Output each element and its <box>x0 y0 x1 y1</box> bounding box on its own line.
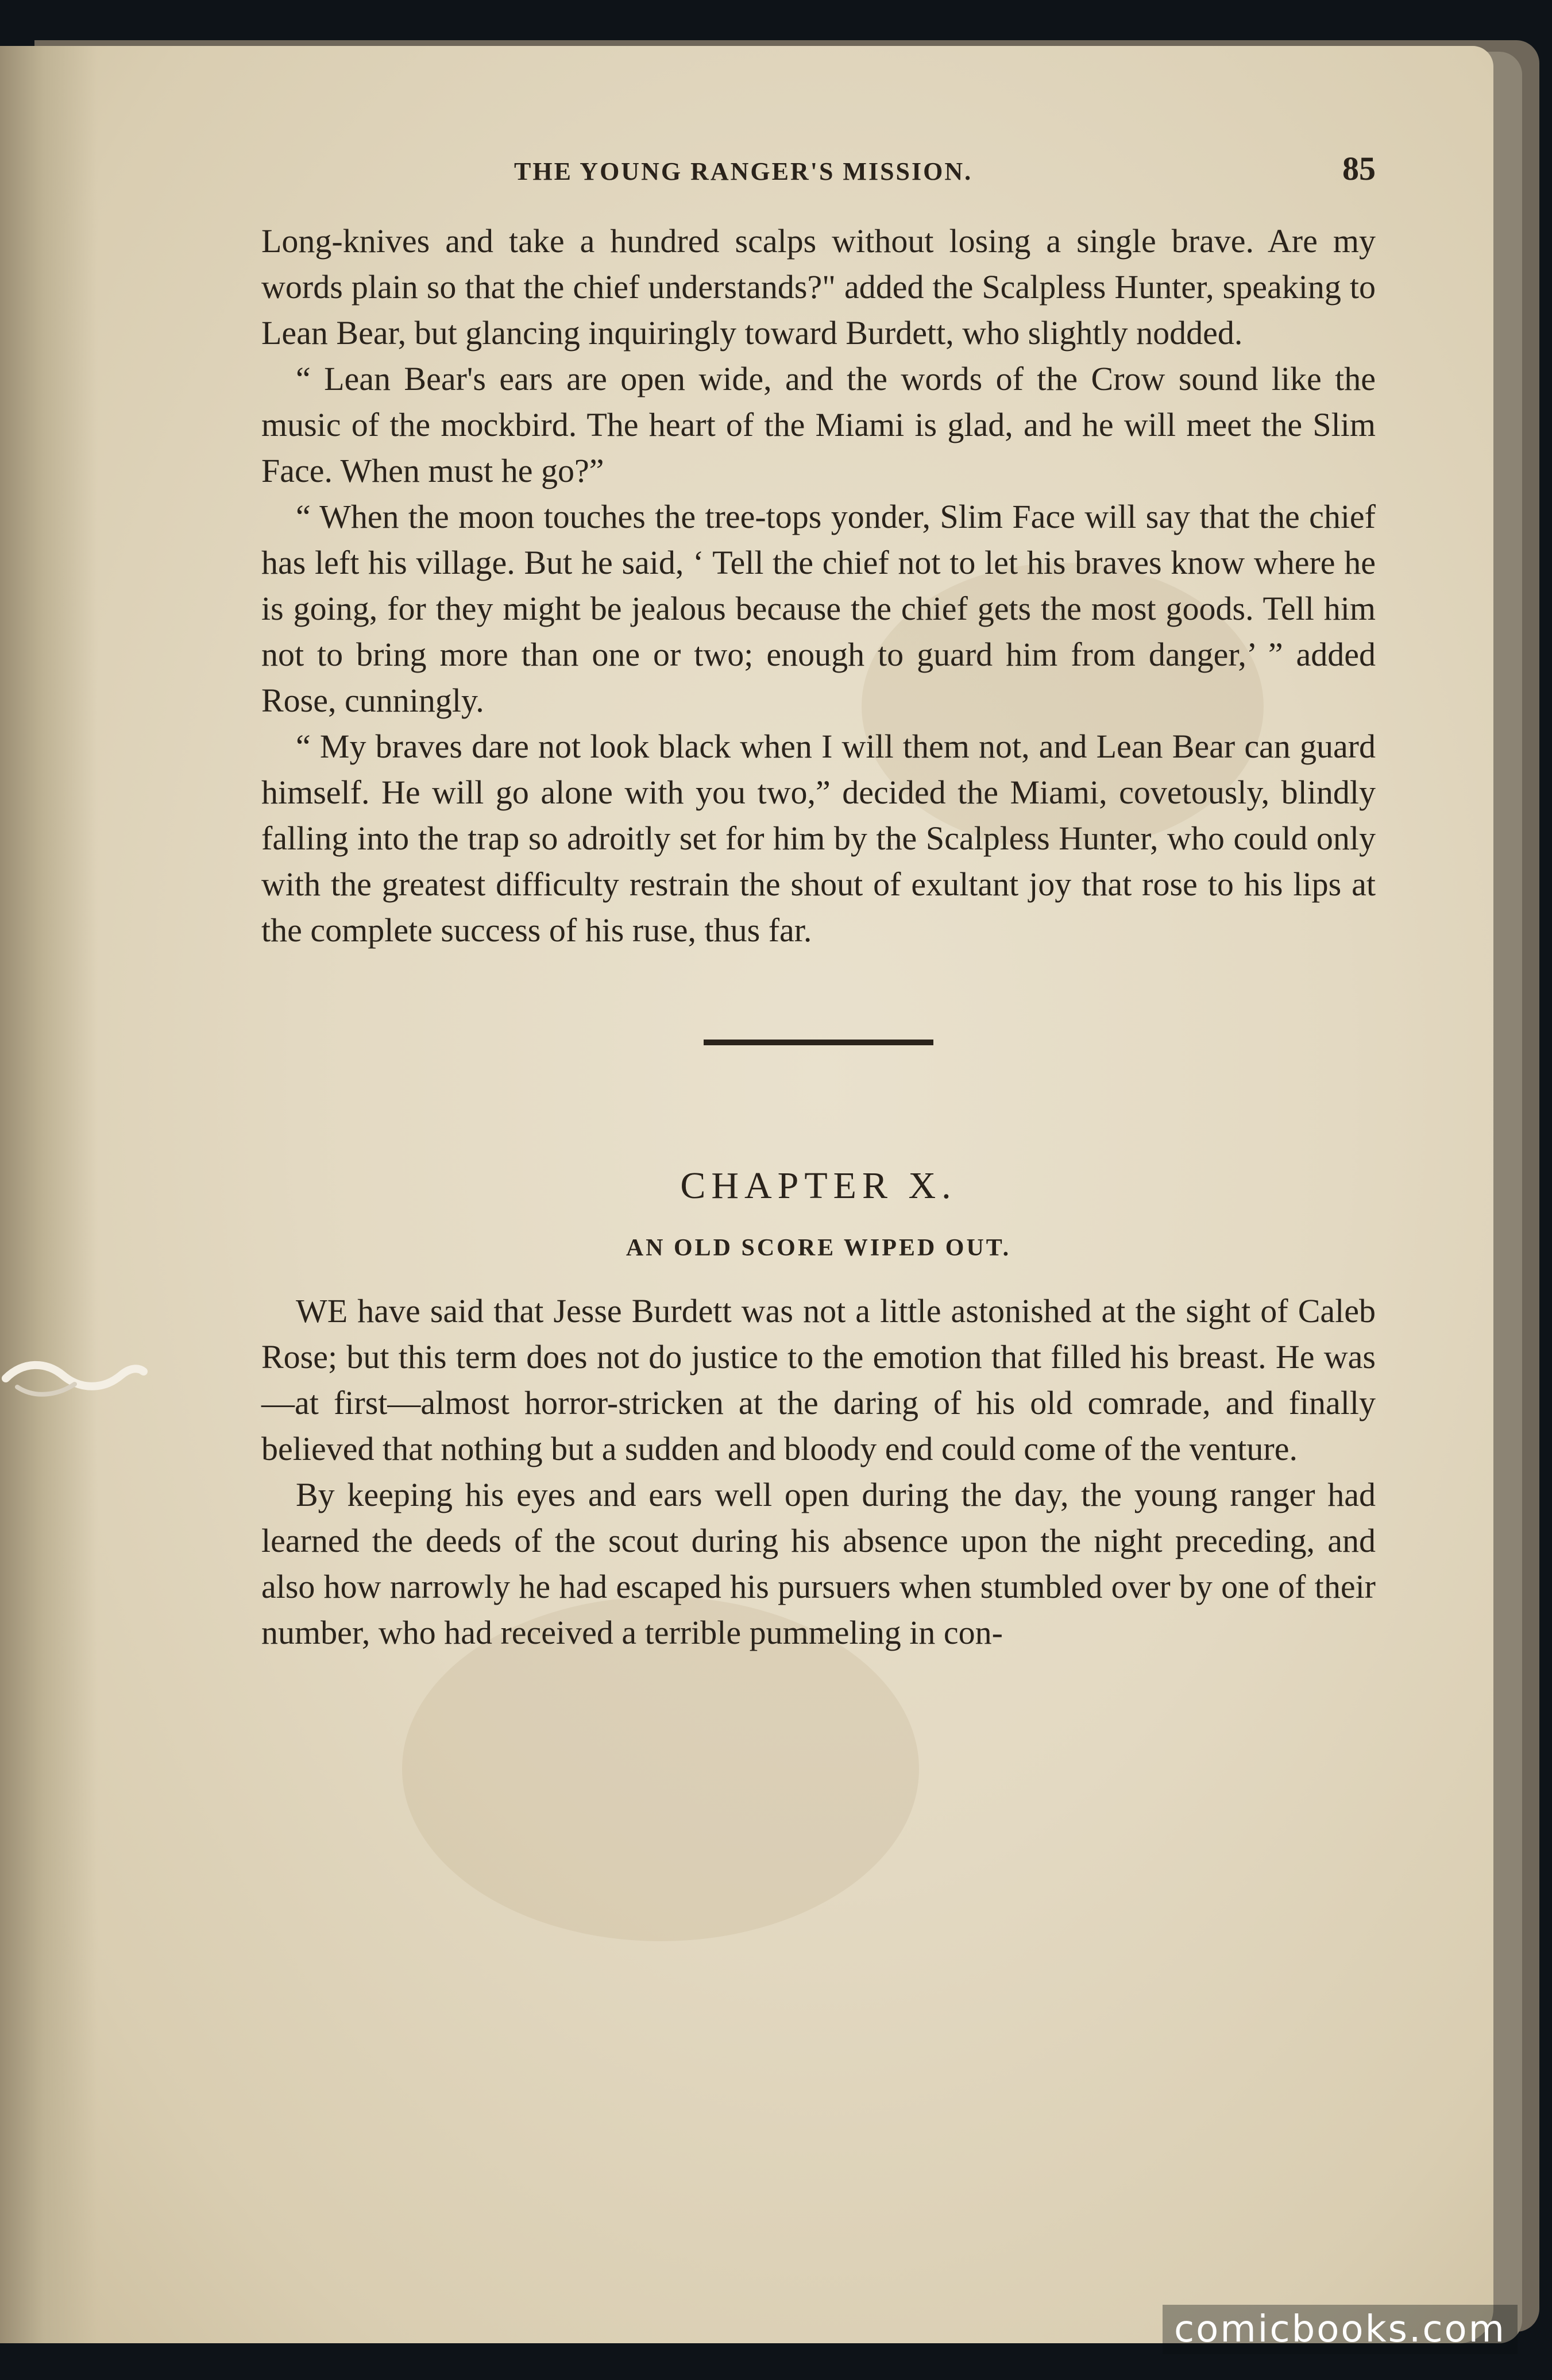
paragraph: “ My braves dare not look black when I will them not, and Lean Bear can guard himself. He will go alone with you two,” decided the Miami, covetously, blindly falling into the trap so adroitly set for him by the Scalpless Hunter, who could only with the greatest difficulty restrain the shout of exultant joy that rose to his lips at the complete success of his ruse, thus far. <box>261 728 1376 949</box>
paragraph: “ Lean Bear's ears are open wide, and the words of the Crow sound like the music of the mockbird. The heart of the Miami is glad, and he will meet the Slim Face. When must he go?” <box>261 360 1376 489</box>
page-text-block <box>261 149 1376 1656</box>
running-head <box>261 149 1376 218</box>
book-page <box>0 46 1493 2343</box>
binding-stitch-icon <box>0 1344 149 1413</box>
page-number: 85 <box>1342 150 1376 187</box>
paragraph: “ When the moon touches the tree-tops yonder, Slim Face will say that the chief has left his village. But he said, ‘ Tell the chief not to let his braves know where he is going, for they might be jealous because the chief gets the most goods. Tell him not to bring more than one or two; enough to guard him from danger,’ ” added Rose, cunningly. <box>261 498 1376 719</box>
paragraph: By keeping his eyes and ears well open during the day, the young ranger had learned the deeds of the scout during his absence upon the night preceding, and also how narrowly he had escaped his pursuers when stumbled over by one of their number, who had received a terrible pummeling in con- <box>261 1476 1376 1651</box>
running-title: THE YOUNG RANGER'S MISSION. <box>514 157 973 186</box>
chapter-subtitle: AN OLD SCORE WIPED OUT. <box>626 1235 1011 1261</box>
binding-gutter <box>0 46 98 2343</box>
paragraph: Long-knives and take a hundred scalps without losing a single brave. Are my words plain so that the chief understands?" added the Scalpless Hunter, speaking to Lean Bear, but glancing inquiringly toward Burdett, who slightly nodded. <box>261 222 1376 351</box>
paragraph: WE have said that Jesse Burdett was not a little astonished at the sight of Caleb Rose; but this term does not do justice to the emotion that filled his breast. He was—at first—almost horror-stricken at the daring of his old comrade, and finally believed that nothing but a sudden and bloody end could come of the venture. <box>261 1292 1376 1467</box>
chapter-title: CHAPTER X. <box>680 1165 957 1207</box>
watermark: comicbooks.com <box>1163 2305 1518 2354</box>
section-divider <box>704 1040 933 1045</box>
